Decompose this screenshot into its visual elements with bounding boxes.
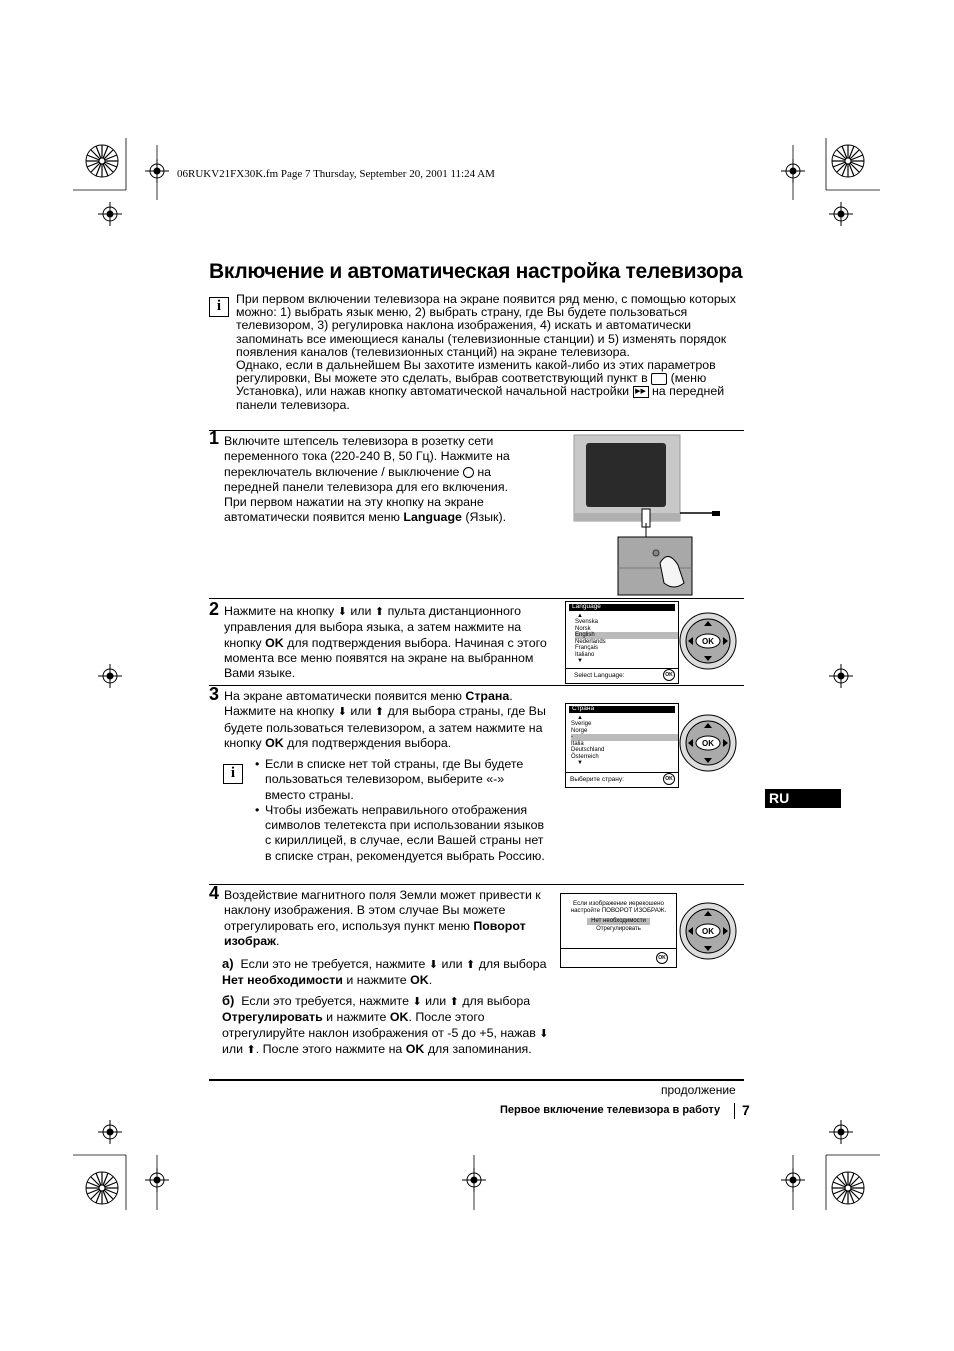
- option-b-text-d: и нажмите: [326, 1010, 387, 1025]
- step-3-number: 3: [209, 684, 220, 704]
- language-menu-foot: Select Language:: [566, 668, 678, 683]
- country-menu-list: [566, 715, 678, 767]
- ok-label: OK: [405, 1041, 425, 1056]
- intro-p2a: Однако, если в дальнейшем Вы захотите изменить какой-либо из этих параметров регулировки, Вы можете это сделать, выбрав соответствующий пункт в: [236, 358, 716, 386]
- remote-joystick-icon: [678, 713, 738, 773]
- option-a-label: a): [222, 956, 234, 971]
- step-3-text-a: На экране автоматически появится меню: [224, 689, 462, 703]
- divider-2: [209, 598, 744, 599]
- step-4-text-a: Воздействие магнитного поля Земли может привести к наклону изображения. В этом случае Вы можете отрегулировать его, используя пункт меню: [224, 888, 541, 933]
- option-a-text-d: и нажмите: [346, 973, 407, 988]
- down-arrow-icon: ⬇: [337, 706, 347, 719]
- country-menu-item: Norge: [571, 727, 588, 734]
- country-menu-screen: [565, 703, 679, 788]
- step-2-text-b: или: [350, 604, 372, 618]
- option-a-text-b: или: [441, 957, 463, 971]
- down-triangle-icon: ▼: [577, 760, 583, 766]
- country-label: Страна: [465, 689, 510, 703]
- intro-p2c: на передней панели телевизора.: [236, 384, 725, 412]
- language-tab: RU: [765, 789, 841, 808]
- step-2-text-d: для подтверждения выбора. Начиная с этого момента все меню появятся на экране на выбранном Вами языке.: [224, 635, 547, 681]
- rotation-menu-item-selected: Нет необходимости: [587, 918, 650, 925]
- not-needed-label: Нет необходимости: [222, 973, 343, 988]
- step-1-text-b: на передней панели телевизора для его включения. При первом нажатии на эту кнопку на экране автоматически появится меню: [224, 464, 508, 525]
- power-icon: [463, 467, 474, 478]
- option-b-text-h: для запоминания.: [427, 1041, 532, 1056]
- rotate-label: Поворот изображ: [224, 918, 526, 948]
- up-triangle-icon: ▲: [577, 612, 583, 619]
- country-menu-item: Italia: [571, 740, 584, 747]
- section-footer: Первое включение телевизора в работу: [500, 1104, 721, 1116]
- rotation-menu-head: Если изображение иерекошено настройте ПОВОРОТ ИЗОБРАЖ.: [570, 900, 667, 914]
- footer-divider: [734, 1103, 735, 1119]
- divider-4: [209, 884, 744, 885]
- divider-5: [209, 1079, 744, 1081]
- ok-label: OK: [410, 973, 429, 988]
- up-arrow-icon: ⬆: [374, 606, 385, 618]
- auto-tune-icon: ▶▶: [633, 386, 649, 398]
- country-menu-foot: Выберите страну:: [566, 772, 678, 787]
- down-triangle-icon: ▼: [577, 658, 583, 664]
- language-menu-item: Français: [575, 645, 599, 651]
- page-title: Включение и автоматическая настройка телевизора: [209, 260, 743, 283]
- info-icon: i: [223, 764, 243, 784]
- info-icon: i: [209, 297, 229, 317]
- up-arrow-icon: ⬆: [466, 959, 476, 971]
- language-menu-item: Svenska: [575, 619, 599, 625]
- country-menu-item-selected: -: [571, 734, 678, 741]
- continued-label: продолжение: [661, 1083, 736, 1097]
- note-bullet-1: • Если в списке нет той страны, где Вы будете пользоваться телевизором, выберите «-» вместо страны.: [255, 757, 545, 803]
- note-bullet-2: • Чтобы избежать неправильного отображения символов телетекста при использовании языков с кириллицей, в случае, если Вашей страны нет в списке стран, рекомендуется выбрать Россию.: [255, 803, 545, 864]
- ok-label: OK: [265, 635, 284, 650]
- language-menu-screen: [565, 601, 679, 684]
- step-3-text-e: для подтверждения выбора.: [287, 735, 452, 750]
- option-b-text-g: После этого нажмите на: [262, 1041, 403, 1056]
- country-menu-item: Deutschland: [571, 747, 605, 753]
- language-menu-item-selected: English: [575, 632, 678, 639]
- divider-1: [209, 430, 744, 431]
- step-4-option-b: б) Если это требуется, нажмите ⬇ или ⬆ для выбора Отрегулировать и нажмите OK. После этого отрегулируйте наклон изображения от -5 до +5, нажав ⬇ или ⬆. После этого нажмите на OK для запоминания.: [222, 993, 549, 1056]
- step-2-text-a: Нажмите на кнопку: [224, 604, 335, 618]
- up-triangle-icon: ▲: [577, 714, 583, 721]
- setup-menu-icon: [651, 373, 667, 385]
- step-4-number: 4: [209, 883, 220, 903]
- step-1-text-c: (Язык).: [465, 510, 507, 525]
- step-4-option-a: a) Если это не требуется, нажмите ⬇ или ⬆ для выбора Нет необходимости и нажмите OK.: [222, 956, 547, 988]
- ok-icon: OK: [663, 773, 675, 785]
- step-1-text-a: Включите штепсель телевизора в розетку сети переменного тока (220-240 В, 50 Гц). Нажмите на переключатель включение / выключение: [224, 434, 510, 479]
- rotation-menu-item: Отрегулировать: [596, 925, 641, 932]
- option-b-label: б): [222, 993, 235, 1008]
- country-menu-item: Österreich: [571, 753, 599, 760]
- down-arrow-icon: ⬇: [428, 959, 439, 971]
- option-b-text-b: или: [425, 994, 447, 1008]
- up-arrow-icon: ⬆: [374, 706, 385, 719]
- step-4-text: Воздействие магнитного поля Земли может привести к наклону изображения. В этом случае Вы можете отрегулировать его, используя пункт меню Поворот изображ.: [224, 888, 541, 948]
- page-number: 7: [742, 1102, 750, 1118]
- language-menu-item: Nederlands: [575, 638, 606, 645]
- option-b-text-f: или: [222, 1041, 244, 1056]
- option-b-text-a: Если это требуется, нажмите: [241, 994, 409, 1008]
- step-2-number: 2: [209, 599, 220, 619]
- language-menu-item: Norsk: [575, 625, 591, 632]
- option-b-text-e: После этого отрегулируйте наклон изображения от -5 до +5, нажав: [222, 1010, 536, 1040]
- tv-illustration: [572, 433, 732, 598]
- adjust-label: Отрегулировать: [222, 1010, 323, 1025]
- svg-text:OK: OK: [702, 637, 714, 646]
- step-1-number: 1: [209, 428, 220, 448]
- option-b-text-c: для выбора: [462, 994, 531, 1008]
- step-2-text-c: пульта дистанционного управления для выбора языка, а затем нажмите на кнопку: [224, 604, 522, 650]
- svg-text:OK: OK: [702, 739, 714, 748]
- ok-icon: OK: [656, 952, 668, 964]
- step-3-notes: [255, 757, 545, 864]
- option-a-text-c: для выбора: [478, 957, 547, 971]
- remote-joystick-icon: [678, 901, 738, 961]
- language-label: Language: [403, 510, 462, 525]
- remote-joystick-icon: [678, 611, 738, 671]
- step-3-text-b: Нажмите на кнопку: [224, 704, 335, 719]
- intro-p2b: (меню Установка), или нажав кнопку автоматической начальной настройки: [236, 371, 707, 399]
- country-menu-item: Sverige: [571, 721, 592, 727]
- option-a-text-a: Если это не требуется, нажмите: [240, 957, 426, 971]
- file-header: 06RUKV21FX30K.fm Page 7 Thursday, September 20, 2001 11:24 AM: [177, 168, 495, 180]
- svg-text:OK: OK: [702, 927, 714, 936]
- step-2-text: [224, 604, 549, 681]
- step-1-text: [224, 434, 529, 526]
- down-arrow-icon: ⬇: [337, 606, 347, 618]
- intro-p1: При первом включении телевизора на экране появится ряд меню, с помощью которых можно: 1) выбрать язык меню, 2) выбрать страну, где Вы будете пользоваться телевизором, 3) регулировка наклона изображения, 4) искать и автоматически запоминать все имеющиеся каналы (телевизионные станции) и 5) изменять порядок появления каналов (телевизионных станций) на экране телевизора.: [236, 292, 736, 359]
- step-3-text-d: для выбора страны, где Вы будете пользоваться телевизором, а затем нажмите на кнопку: [224, 704, 546, 750]
- country-menu-head: Страна: [569, 706, 675, 713]
- up-arrow-icon: ⬆: [449, 996, 459, 1008]
- intro-text: [236, 293, 748, 412]
- language-menu-list: [566, 613, 678, 665]
- language-menu-item: Italiano: [575, 651, 595, 658]
- ok-label: OK: [389, 1010, 409, 1025]
- down-arrow-icon: ⬇: [539, 1027, 549, 1040]
- step-3-text-c: или: [350, 704, 372, 719]
- divider-3: [209, 685, 744, 686]
- ok-label: OK: [265, 735, 284, 750]
- down-arrow-icon: ⬇: [412, 996, 422, 1008]
- step-3-text: На экране автоматически появится меню Страна. Нажмите на кнопку ⬇ или ⬆ для выбора страны, где Вы будете пользоваться телевизором, а затем нажмите на кнопку OK для подтверждения выбора.: [224, 689, 546, 750]
- ok-icon: OK: [663, 669, 675, 681]
- language-menu-head: Language: [569, 604, 675, 611]
- rotation-menu-screen: [560, 893, 677, 968]
- up-arrow-icon: ⬆: [246, 1043, 256, 1056]
